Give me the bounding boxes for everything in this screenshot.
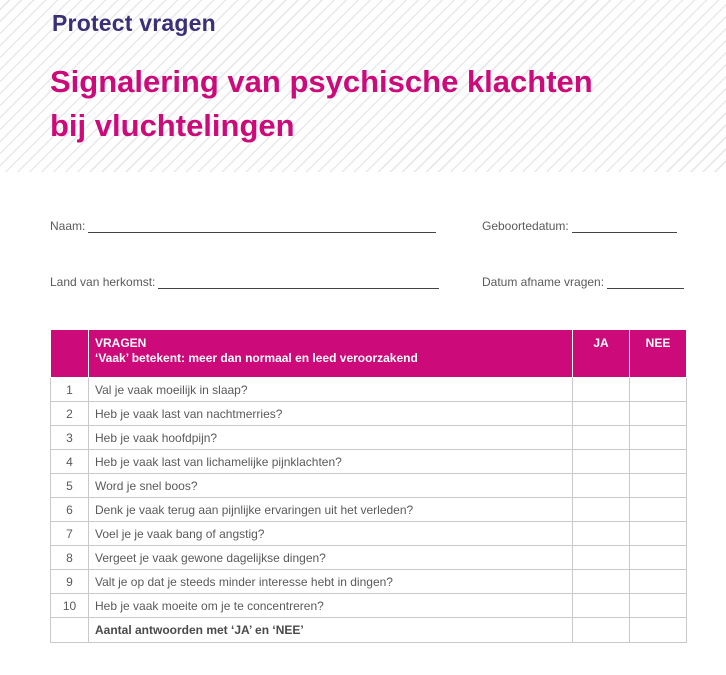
birthdate-input-line[interactable] — [572, 220, 677, 233]
table-row — [51, 522, 687, 546]
question-text: Vergeet je vaak gewone dagelijkse dingen? — [89, 546, 573, 570]
total-number-cell — [51, 618, 89, 643]
answer-no-cell[interactable] — [630, 546, 687, 570]
answer-yes-cell[interactable] — [573, 594, 630, 618]
answer-no-cell[interactable] — [630, 570, 687, 594]
question-number: 7 — [51, 522, 89, 546]
question-number: 5 — [51, 474, 89, 498]
question-text: Val je vaak moeilijk in slaap? — [89, 378, 573, 402]
answer-yes-cell[interactable] — [573, 378, 630, 402]
kicker-title: Protect vragen — [52, 10, 216, 36]
page-title-line-2: bij vluchtelingen — [50, 108, 295, 143]
question-number: 2 — [51, 402, 89, 426]
table-row — [51, 450, 687, 474]
header-subtitle: ‘Vaak’ betekent: meer dan normaal en leed veroorzakend — [95, 351, 418, 365]
table-row — [51, 402, 687, 426]
answer-yes-cell[interactable] — [573, 450, 630, 474]
birthdate-field — [482, 219, 677, 233]
name-field — [50, 219, 436, 233]
name-input-line[interactable] — [88, 220, 436, 233]
total-row — [51, 618, 687, 643]
total-label: Aantal antwoorden met ‘JA’ en ‘NEE’ — [89, 618, 573, 643]
table-row — [51, 378, 687, 402]
table-row — [51, 594, 687, 618]
answer-no-cell[interactable] — [630, 498, 687, 522]
answer-no-cell[interactable] — [630, 402, 687, 426]
birthdate-label: Geboortedatum: — [482, 219, 569, 233]
answer-no-cell[interactable] — [630, 426, 687, 450]
answer-no-cell[interactable] — [630, 594, 687, 618]
country-label: Land van herkomst: — [50, 275, 156, 289]
table-row — [51, 546, 687, 570]
header-no: NEE — [630, 330, 687, 378]
question-number: 3 — [51, 426, 89, 450]
table-header-row — [51, 330, 687, 378]
answer-yes-cell[interactable] — [573, 474, 630, 498]
total-no-cell[interactable] — [630, 618, 687, 643]
answer-yes-cell[interactable] — [573, 570, 630, 594]
question-number: 6 — [51, 498, 89, 522]
answer-no-cell[interactable] — [630, 522, 687, 546]
country-field — [50, 275, 439, 289]
answer-no-cell[interactable] — [630, 378, 687, 402]
header-questions-cell — [89, 330, 573, 378]
header-yes: JA — [573, 330, 630, 378]
question-text: Word je snel boos? — [89, 474, 573, 498]
table-row — [51, 474, 687, 498]
answer-yes-cell[interactable] — [573, 426, 630, 450]
questions-table — [50, 329, 687, 643]
name-label: Naam: — [50, 219, 86, 233]
question-text: Voel je je vaak bang of angstig? — [89, 522, 573, 546]
question-text: Heb je vaak hoofdpijn? — [89, 426, 573, 450]
question-number: 4 — [51, 450, 89, 474]
date-label: Datum afname vragen: — [482, 275, 605, 289]
answer-yes-cell[interactable] — [573, 546, 630, 570]
question-number: 1 — [51, 378, 89, 402]
question-text: Denk je vaak terug aan pijnlijke ervaringen uit het verleden? — [89, 498, 573, 522]
country-input-line[interactable] — [158, 276, 439, 289]
date-field — [482, 275, 684, 289]
answer-yes-cell[interactable] — [573, 498, 630, 522]
answer-yes-cell[interactable] — [573, 402, 630, 426]
question-text: Heb je vaak last van lichamelijke pijnklachten? — [89, 450, 573, 474]
page-title-line-1: Signalering van psychische klachten — [50, 64, 593, 99]
table-row — [51, 426, 687, 450]
answer-no-cell[interactable] — [630, 474, 687, 498]
page-title — [50, 60, 710, 148]
header-title: VRAGEN — [95, 336, 147, 350]
table-row — [51, 570, 687, 594]
answer-no-cell[interactable] — [630, 450, 687, 474]
question-number: 8 — [51, 546, 89, 570]
question-number: 9 — [51, 570, 89, 594]
answer-yes-cell[interactable] — [573, 522, 630, 546]
header-banner — [0, 0, 726, 172]
question-text: Heb je vaak moeite om je te concentreren? — [89, 594, 573, 618]
header-number-cell — [51, 330, 89, 378]
question-text: Valt je op dat je steeds minder interesse hebt in dingen? — [89, 570, 573, 594]
table-row — [51, 498, 687, 522]
date-input-line[interactable] — [607, 276, 684, 289]
question-text: Heb je vaak last van nachtmerries? — [89, 402, 573, 426]
question-number: 10 — [51, 594, 89, 618]
total-yes-cell[interactable] — [573, 618, 630, 643]
